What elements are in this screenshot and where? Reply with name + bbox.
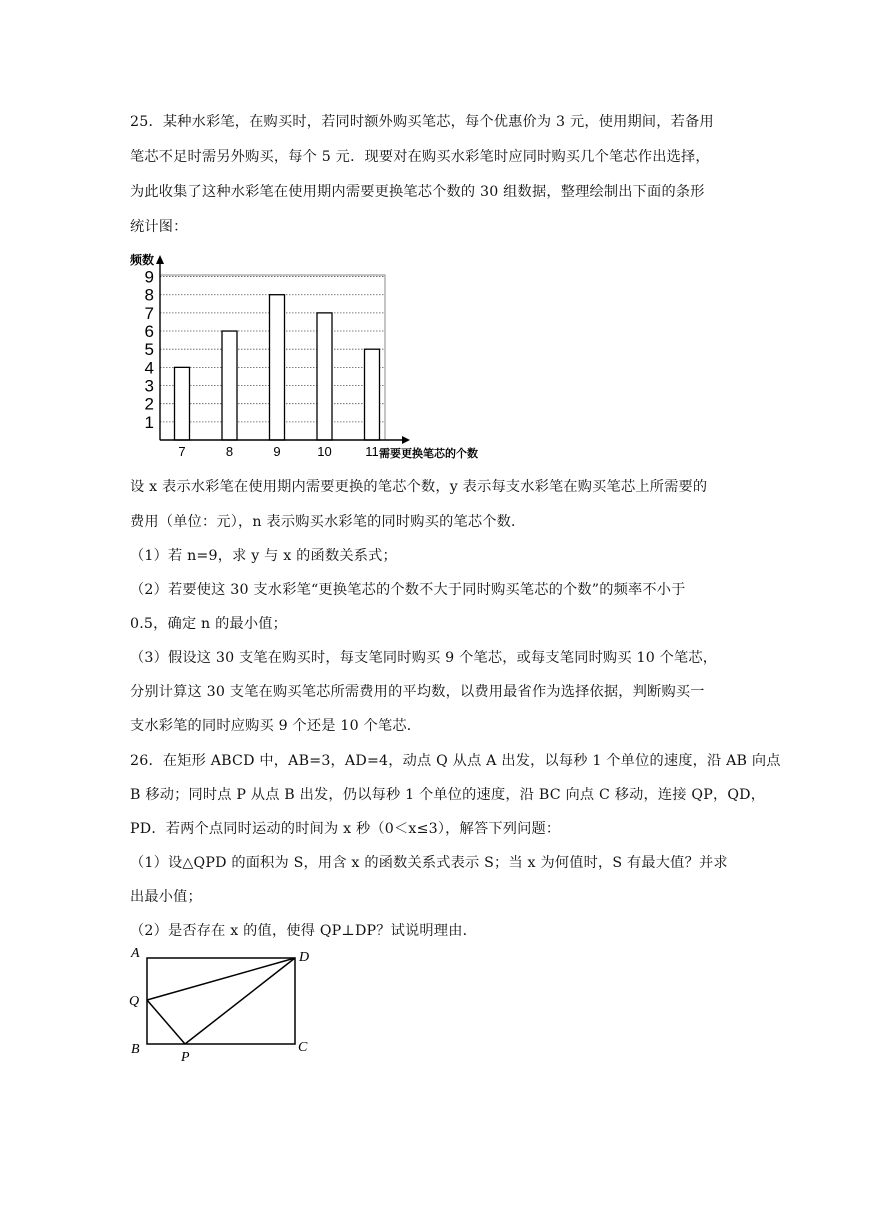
- chart-x-tick-label: 8: [225, 444, 234, 459]
- chart-x-tick-label: 9: [273, 444, 281, 459]
- chart-bar: [317, 313, 332, 440]
- q25-desc-line-1: 设 x 表示水彩笔在使用期内需要更换的笔芯个数，y 表示每支水彩笔在购买笔芯上所需要的: [130, 479, 708, 495]
- rectangle-abcd: [147, 958, 295, 1044]
- label-q: Q: [129, 994, 140, 1009]
- q25-sub-3-line-1: （3）假设这 30 支笔在购买时，每支笔同时购买 9 个笔芯，或每支笔同时购买 10 个笔芯，: [130, 650, 718, 666]
- label-p: P: [181, 1050, 190, 1065]
- chart-y-tick-label: 1: [144, 412, 154, 432]
- chart-x-tick-label: 7: [178, 444, 186, 459]
- chart-bar: [365, 349, 380, 440]
- q26-line-2: B 移动；同时点 P 从点 B 出发，仍以每秒 1 个单位的速度，沿 BC 向点 C 移动，连接 QP，QD，: [130, 787, 766, 803]
- chart-bar: [270, 295, 285, 440]
- chart-y-tick-label: 8: [144, 285, 154, 305]
- chart-y-tick-label: 3: [144, 376, 154, 396]
- chart-x-axis-arrow: [402, 436, 410, 444]
- q25-sub-1: （1）若 n=9，求 y 与 x 的函数关系式；: [130, 548, 397, 564]
- label-a: A: [131, 946, 140, 961]
- q26-line-1: 26．在矩形 ABCD 中，AB=3，AD=4，动点 Q 从点 A 出发，以每秒 1 个单位的速度，沿 AB 向点: [130, 753, 781, 769]
- q25-sub-3-line-2: 分别计算这 30 支笔在购买笔芯所需费用的平均数，以费用最省作为选择依据，判断购买一: [130, 684, 705, 700]
- label-c: C: [298, 1040, 308, 1055]
- chart-bar: [175, 367, 190, 440]
- chart-y-tick-label: 7: [144, 303, 154, 323]
- chart-x-tick-label: 11: [365, 444, 379, 459]
- rectangle-figure: [125, 943, 325, 1067]
- chart-y-tick-label: 5: [144, 340, 154, 360]
- chart-y-tick-label: 9: [144, 267, 154, 287]
- q26-line-3: PD．若两个点同时运动的时间为 x 秒（0＜x≤3），解答下列问题：: [130, 821, 561, 837]
- chart-y-axis-label: 频数: [130, 253, 155, 267]
- bar-chart: [127, 250, 479, 465]
- chart-y-tick-label: 2: [144, 394, 154, 414]
- segment-qp: [147, 1000, 185, 1044]
- q25-line-2: 笔芯不足时需另外购买，每个 5 元．现要对在购买水彩笔时应同时购买几个笔芯作出选择，: [130, 149, 710, 165]
- chart-y-tick-label: 4: [144, 358, 154, 378]
- q25-line-3: 为此收集了这种水彩笔在使用期内需要更换笔芯个数的 30 组数据，整理绘制出下面的条形: [130, 184, 705, 200]
- q25-desc-line-2: 费用（单位：元），n 表示购买水彩笔的同时购买的笔芯个数．: [130, 514, 526, 530]
- chart-x-tick-labels: [178, 444, 378, 459]
- q25-sub-2-line-1: （2）若要使这 30 支水彩笔“更换笔芯的个数不大于同时购买笔芯的个数”的频率不小于: [130, 582, 686, 598]
- label-b: B: [131, 1042, 140, 1057]
- chart-y-axis-arrow: [156, 255, 164, 264]
- segment-pd: [185, 958, 295, 1044]
- q26-sub-1-line-1: （1）设△QPD 的面积为 S，用含 x 的函数关系式表示 S；当 x 为何值时，S 有最大值？并求: [130, 855, 728, 871]
- label-d: D: [299, 950, 310, 965]
- q25-sub-2-line-2: 0.5，确定 n 的最小值；: [130, 616, 288, 632]
- chart-y-tick-label: 6: [144, 322, 154, 342]
- q25-line-1: 25．某种水彩笔，在购买时，若同时额外购买笔芯，每个优惠价为 3 元，使用期间，若备用: [130, 114, 714, 130]
- q26-sub-1-line-2: 出最小值；: [130, 889, 202, 905]
- q25-sub-3-line-3: 支水彩笔的同时应购买 9 个还是 10 个笔芯．: [130, 718, 422, 734]
- q25-line-4: 统计图：: [130, 219, 188, 235]
- chart-x-axis-label: 需要更换笔芯的个数: [379, 448, 478, 460]
- chart-x-tick-label: 10: [317, 444, 332, 459]
- q26-sub-2: （2）是否存在 x 的值，使得 QP⊥DP？试说明理由．: [130, 923, 477, 939]
- chart-bar: [222, 331, 237, 440]
- segment-qd: [147, 958, 295, 1000]
- chart-y-tick-labels: [145, 268, 154, 432]
